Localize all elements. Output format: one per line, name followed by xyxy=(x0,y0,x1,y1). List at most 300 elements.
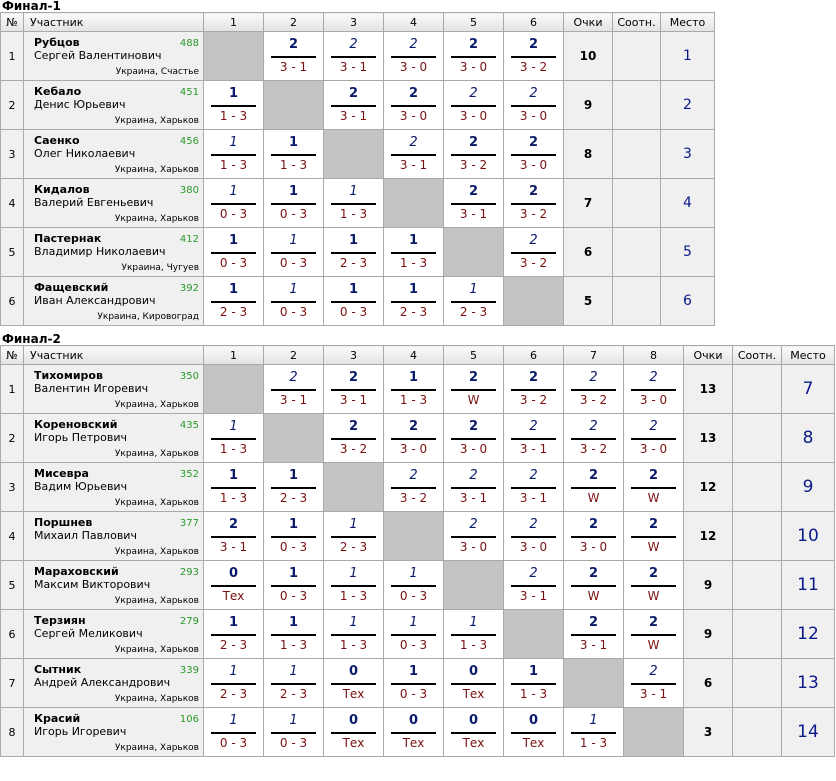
match-cell[interactable] xyxy=(504,32,564,81)
match-points: 2 xyxy=(288,37,299,52)
match-cell[interactable] xyxy=(264,659,324,708)
participant-rating: 350 xyxy=(179,371,199,382)
participant-first-name: Олег Николаевич xyxy=(34,147,136,160)
match-cell[interactable] xyxy=(504,561,564,610)
total-points: 5 xyxy=(564,277,613,326)
match-cell[interactable] xyxy=(204,414,264,463)
match-points: 2 xyxy=(469,468,478,483)
participant-surname[interactable]: Кидалов xyxy=(34,183,90,196)
ratio-cell xyxy=(613,277,661,326)
match-points: 2 xyxy=(529,517,538,532)
match-points: 2 xyxy=(528,370,539,385)
match-score: 3 - 2 xyxy=(519,256,548,270)
participant-cell xyxy=(24,81,204,130)
match-divider xyxy=(211,536,256,538)
match-cell[interactable] xyxy=(504,130,564,179)
self-cell xyxy=(564,659,624,708)
match-cell[interactable] xyxy=(204,463,264,512)
match-cell[interactable] xyxy=(264,561,324,610)
match-points: 2 xyxy=(649,664,658,679)
participant-rating: 352 xyxy=(179,469,199,480)
row-number: 6 xyxy=(1,277,24,326)
ratio-cell xyxy=(733,610,782,659)
match-divider xyxy=(331,634,376,636)
match-divider xyxy=(391,683,436,685)
table-row xyxy=(1,708,835,757)
participant-surname[interactable]: Красий xyxy=(34,712,81,725)
match-points: 2 xyxy=(528,135,539,150)
match-cell[interactable] xyxy=(444,659,504,708)
match-score: 0 - 3 xyxy=(279,736,308,750)
match-cell[interactable] xyxy=(264,130,324,179)
match-cell[interactable] xyxy=(324,561,384,610)
match-cell[interactable] xyxy=(444,277,504,326)
match-points: 0 xyxy=(408,713,419,728)
match-cell[interactable] xyxy=(564,512,624,561)
match-cell[interactable] xyxy=(384,463,444,512)
match-cell[interactable] xyxy=(504,659,564,708)
total-points: 6 xyxy=(684,659,733,708)
match-cell[interactable] xyxy=(384,277,444,326)
match-divider xyxy=(391,301,436,303)
ratio-cell xyxy=(733,365,782,414)
total-points: 12 xyxy=(684,512,733,561)
match-divider xyxy=(631,536,676,538)
participant-location: Украина, Харьков xyxy=(114,694,199,704)
match-cell[interactable] xyxy=(324,365,384,414)
row-number: 8 xyxy=(1,708,24,757)
participant-location: Украина, Харьков xyxy=(114,547,199,557)
participant-first-name: Сергей Валентинович xyxy=(34,49,162,62)
final1-table xyxy=(0,12,715,326)
match-divider xyxy=(511,203,556,205)
participant-rating: 293 xyxy=(179,567,199,578)
match-cell[interactable] xyxy=(324,708,384,757)
match-cell[interactable] xyxy=(444,32,504,81)
participant-first-name: Вадим Юрьевич xyxy=(34,480,128,493)
place-cell: 7 xyxy=(782,365,835,414)
header-col-6: 6 xyxy=(504,346,564,365)
participant-cell xyxy=(24,610,204,659)
ratio-cell xyxy=(733,512,782,561)
table-row xyxy=(1,659,835,708)
match-divider xyxy=(211,438,256,440)
match-points: 1 xyxy=(288,468,299,483)
match-points: 1 xyxy=(228,615,239,630)
total-points: 9 xyxy=(564,81,613,130)
match-divider xyxy=(451,634,496,636)
match-cell[interactable] xyxy=(444,414,504,463)
match-divider xyxy=(211,732,256,734)
participant-surname[interactable]: Сытник xyxy=(34,663,82,676)
match-cell[interactable] xyxy=(444,610,504,659)
match-score: 3 - 0 xyxy=(519,540,548,554)
match-points: 1 xyxy=(229,664,238,679)
match-cell[interactable] xyxy=(264,228,324,277)
match-cell[interactable] xyxy=(264,32,324,81)
match-cell[interactable] xyxy=(264,463,324,512)
match-divider xyxy=(631,683,676,685)
participant-surname[interactable]: Фащевский xyxy=(34,281,109,294)
place-cell: 2 xyxy=(661,81,715,130)
match-cell[interactable] xyxy=(264,512,324,561)
participant-cell xyxy=(24,561,204,610)
match-score: 0 - 3 xyxy=(279,305,308,319)
match-points: 1 xyxy=(469,615,478,630)
match-points: 1 xyxy=(349,517,358,532)
header-col-3: 3 xyxy=(324,346,384,365)
match-score: 3 - 0 xyxy=(399,442,428,456)
match-cell[interactable] xyxy=(204,512,264,561)
match-score: Тех xyxy=(222,589,245,603)
match-cell[interactable] xyxy=(564,708,624,757)
table-row xyxy=(1,228,715,277)
match-points: 2 xyxy=(348,86,359,101)
match-score: Тех xyxy=(402,736,425,750)
match-points: 2 xyxy=(649,370,658,385)
header-col-4: 4 xyxy=(384,346,444,365)
participant-rating: 392 xyxy=(179,283,199,294)
match-score: 3 - 2 xyxy=(519,60,548,74)
match-cell[interactable] xyxy=(384,561,444,610)
match-cell[interactable] xyxy=(444,463,504,512)
match-divider xyxy=(271,536,316,538)
match-divider xyxy=(211,203,256,205)
match-points: 2 xyxy=(409,468,418,483)
total-points: 3 xyxy=(684,708,733,757)
match-cell[interactable] xyxy=(264,708,324,757)
match-cell[interactable] xyxy=(324,179,384,228)
match-cell[interactable] xyxy=(504,365,564,414)
match-points: 2 xyxy=(408,419,419,434)
match-score: 3 - 1 xyxy=(639,687,668,701)
header-participant: Участник xyxy=(24,13,204,32)
match-cell[interactable] xyxy=(324,414,384,463)
match-points: 2 xyxy=(468,37,479,52)
match-divider xyxy=(331,683,376,685)
match-cell[interactable] xyxy=(444,708,504,757)
match-divider xyxy=(391,487,436,489)
match-points: 1 xyxy=(229,135,238,150)
match-cell[interactable] xyxy=(324,32,384,81)
match-cell[interactable] xyxy=(384,708,444,757)
match-cell[interactable] xyxy=(564,365,624,414)
match-divider xyxy=(391,105,436,107)
participant-surname[interactable]: Пастернак xyxy=(34,232,102,245)
match-cell[interactable] xyxy=(504,708,564,757)
match-cell[interactable] xyxy=(444,179,504,228)
match-divider xyxy=(271,389,316,391)
participant-rating: 339 xyxy=(179,665,199,676)
table-row xyxy=(1,610,835,659)
match-points: 1 xyxy=(349,566,358,581)
match-cell[interactable] xyxy=(264,179,324,228)
match-cell[interactable] xyxy=(204,277,264,326)
row-number: 3 xyxy=(1,130,24,179)
match-score: 3 - 1 xyxy=(519,491,548,505)
match-cell[interactable] xyxy=(204,179,264,228)
match-cell[interactable] xyxy=(504,228,564,277)
match-score: 3 - 0 xyxy=(519,109,548,123)
match-cell[interactable] xyxy=(444,81,504,130)
total-points: 13 xyxy=(684,365,733,414)
row-number: 1 xyxy=(1,365,24,414)
ratio-cell xyxy=(733,659,782,708)
table-row xyxy=(1,561,835,610)
match-cell[interactable] xyxy=(204,610,264,659)
match-cell[interactable] xyxy=(384,610,444,659)
match-divider xyxy=(571,634,616,636)
match-score: 3 - 2 xyxy=(339,442,368,456)
header-row xyxy=(1,13,715,32)
participant-surname[interactable]: Рубцов xyxy=(34,36,80,49)
match-points: 2 xyxy=(588,615,599,630)
match-score: 3 - 1 xyxy=(519,589,548,603)
match-divider xyxy=(451,301,496,303)
participant-surname[interactable]: Мисевра xyxy=(34,467,89,480)
match-divider xyxy=(331,252,376,254)
match-cell[interactable] xyxy=(564,414,624,463)
match-points: 1 xyxy=(288,517,299,532)
match-points: 2 xyxy=(529,566,538,581)
match-score: 2 - 3 xyxy=(219,638,248,652)
match-cell[interactable] xyxy=(504,463,564,512)
participant-first-name: Валентин Игоревич xyxy=(34,382,149,395)
header-points: Очки xyxy=(564,13,613,32)
match-points: 1 xyxy=(228,86,239,101)
match-score: W xyxy=(647,638,660,652)
match-score: 3 - 1 xyxy=(279,60,308,74)
match-cell[interactable] xyxy=(264,277,324,326)
match-score: Тех xyxy=(462,687,485,701)
participant-rating: 412 xyxy=(179,234,199,245)
match-points: 2 xyxy=(529,233,538,248)
match-cell[interactable] xyxy=(444,130,504,179)
participant-cell xyxy=(24,277,204,326)
match-cell[interactable] xyxy=(204,130,264,179)
table-row xyxy=(1,512,835,561)
match-points: 2 xyxy=(468,135,479,150)
match-divider xyxy=(331,105,376,107)
self-cell xyxy=(504,277,564,326)
header-col-8: 8 xyxy=(624,346,684,365)
match-points: 2 xyxy=(468,184,479,199)
row-number: 4 xyxy=(1,179,24,228)
match-divider xyxy=(631,487,676,489)
match-cell[interactable] xyxy=(504,81,564,130)
match-score: 2 - 3 xyxy=(339,540,368,554)
match-score: 3 - 1 xyxy=(459,491,488,505)
match-score: 1 - 3 xyxy=(339,638,368,652)
match-cell[interactable] xyxy=(624,512,684,561)
match-divider xyxy=(271,301,316,303)
match-cell[interactable] xyxy=(324,659,384,708)
match-points: 1 xyxy=(408,282,419,297)
match-points: 0 xyxy=(468,664,479,679)
final2-table xyxy=(0,345,835,757)
match-cell[interactable] xyxy=(624,463,684,512)
match-divider xyxy=(331,536,376,538)
match-cell[interactable] xyxy=(444,512,504,561)
match-points: 2 xyxy=(528,37,539,52)
match-points: 1 xyxy=(348,233,359,248)
match-cell[interactable] xyxy=(624,365,684,414)
match-score: W xyxy=(647,540,660,554)
row-number: 2 xyxy=(1,414,24,463)
match-cell[interactable] xyxy=(384,32,444,81)
participant-surname[interactable]: Тихомиров xyxy=(34,369,103,382)
match-points: 1 xyxy=(349,184,358,199)
match-cell[interactable] xyxy=(624,659,684,708)
table-row xyxy=(1,81,715,130)
match-score: 0 - 3 xyxy=(279,540,308,554)
participant-cell xyxy=(24,512,204,561)
ratio-cell xyxy=(613,130,661,179)
ratio-cell xyxy=(613,228,661,277)
self-cell xyxy=(444,561,504,610)
match-cell[interactable] xyxy=(624,561,684,610)
match-cell[interactable] xyxy=(324,512,384,561)
match-divider xyxy=(271,732,316,734)
participant-rating: 451 xyxy=(179,87,199,98)
participant-rating: 106 xyxy=(179,714,199,725)
participant-cell xyxy=(24,659,204,708)
match-cell[interactable] xyxy=(564,561,624,610)
participant-surname[interactable]: Кебало xyxy=(34,85,82,98)
match-cell[interactable] xyxy=(564,463,624,512)
match-divider xyxy=(571,732,616,734)
match-score: 0 - 3 xyxy=(219,736,248,750)
participant-surname[interactable]: Поршнев xyxy=(34,516,93,529)
match-cell[interactable] xyxy=(204,659,264,708)
match-cell[interactable] xyxy=(264,365,324,414)
match-cell[interactable] xyxy=(384,414,444,463)
match-score: 0 - 3 xyxy=(279,589,308,603)
match-cell[interactable] xyxy=(384,130,444,179)
match-cell[interactable] xyxy=(384,81,444,130)
participant-first-name: Максим Викторович xyxy=(34,578,151,591)
header-col-7: 7 xyxy=(564,346,624,365)
match-points: 2 xyxy=(648,615,659,630)
participant-surname[interactable]: Кореновский xyxy=(34,418,118,431)
table-row xyxy=(1,365,835,414)
match-divider xyxy=(511,252,556,254)
match-points: 2 xyxy=(589,370,598,385)
participant-location: Украина, Счастье xyxy=(115,67,199,77)
match-cell[interactable] xyxy=(204,708,264,757)
match-cell[interactable] xyxy=(384,365,444,414)
participant-rating: 380 xyxy=(179,185,199,196)
match-points: 2 xyxy=(228,517,239,532)
header-col-5: 5 xyxy=(444,346,504,365)
match-divider xyxy=(211,634,256,636)
participant-surname[interactable]: Саенко xyxy=(34,134,80,147)
participant-location: Украина, Харьков xyxy=(114,400,199,410)
match-points: 2 xyxy=(529,419,538,434)
self-cell xyxy=(204,365,264,414)
match-score: 1 - 3 xyxy=(519,687,548,701)
match-cell[interactable] xyxy=(444,365,504,414)
match-points: 1 xyxy=(348,282,359,297)
match-divider xyxy=(451,732,496,734)
match-cell[interactable] xyxy=(324,228,384,277)
header-col-3: 3 xyxy=(324,13,384,32)
participant-rating: 435 xyxy=(179,420,199,431)
participant-rating: 279 xyxy=(179,616,199,627)
match-points: 1 xyxy=(288,135,299,150)
participant-first-name: Денис Юрьевич xyxy=(34,98,126,111)
match-score: 1 - 3 xyxy=(219,109,248,123)
match-divider xyxy=(211,105,256,107)
match-divider xyxy=(631,438,676,440)
match-points: 2 xyxy=(469,86,478,101)
table-row xyxy=(1,414,835,463)
header-place: Место xyxy=(661,13,715,32)
match-divider xyxy=(511,732,556,734)
self-cell xyxy=(324,130,384,179)
match-cell[interactable] xyxy=(504,512,564,561)
match-score: 3 - 2 xyxy=(579,393,608,407)
total-points: 9 xyxy=(684,561,733,610)
place-cell: 9 xyxy=(782,463,835,512)
match-divider xyxy=(211,683,256,685)
match-cell[interactable] xyxy=(264,610,324,659)
match-cell[interactable] xyxy=(504,179,564,228)
participant-surname[interactable]: Терзиян xyxy=(34,614,86,627)
match-score: 1 - 3 xyxy=(339,589,368,603)
match-cell[interactable] xyxy=(324,277,384,326)
match-cell[interactable] xyxy=(624,414,684,463)
match-divider xyxy=(271,683,316,685)
match-score: 0 - 3 xyxy=(399,638,428,652)
match-score: 2 - 3 xyxy=(219,305,248,319)
match-cell[interactable] xyxy=(384,659,444,708)
match-points: 1 xyxy=(289,282,298,297)
match-cell[interactable] xyxy=(204,228,264,277)
match-cell[interactable] xyxy=(204,81,264,130)
match-score: 3 - 0 xyxy=(399,109,428,123)
match-points: 1 xyxy=(229,184,238,199)
match-points: 2 xyxy=(588,566,599,581)
match-score: 1 - 3 xyxy=(339,207,368,221)
match-cell[interactable] xyxy=(324,81,384,130)
participant-first-name: Игорь Игоревич xyxy=(34,725,127,738)
participant-location: Украина, Харьков xyxy=(114,498,199,508)
match-score: 1 - 3 xyxy=(399,256,428,270)
header-col-2: 2 xyxy=(264,346,324,365)
match-cell[interactable] xyxy=(504,414,564,463)
ratio-cell xyxy=(733,463,782,512)
match-cell[interactable] xyxy=(564,610,624,659)
row-number: 2 xyxy=(1,81,24,130)
match-score: 3 - 0 xyxy=(459,442,488,456)
match-divider xyxy=(571,536,616,538)
ratio-cell xyxy=(733,414,782,463)
match-cell[interactable] xyxy=(324,610,384,659)
match-divider xyxy=(391,732,436,734)
match-cell[interactable] xyxy=(384,228,444,277)
participant-location: Украина, Чугуев xyxy=(121,263,199,273)
participant-first-name: Андрей Александрович xyxy=(34,676,171,689)
participant-surname[interactable]: Мараховский xyxy=(34,565,119,578)
match-cell[interactable] xyxy=(624,610,684,659)
match-score: 0 - 3 xyxy=(279,256,308,270)
match-points: 1 xyxy=(408,370,419,385)
final2-title: Финал-2 xyxy=(2,332,61,346)
participant-cell xyxy=(24,179,204,228)
participant-first-name: Игорь Петрович xyxy=(34,431,127,444)
match-cell[interactable] xyxy=(204,561,264,610)
